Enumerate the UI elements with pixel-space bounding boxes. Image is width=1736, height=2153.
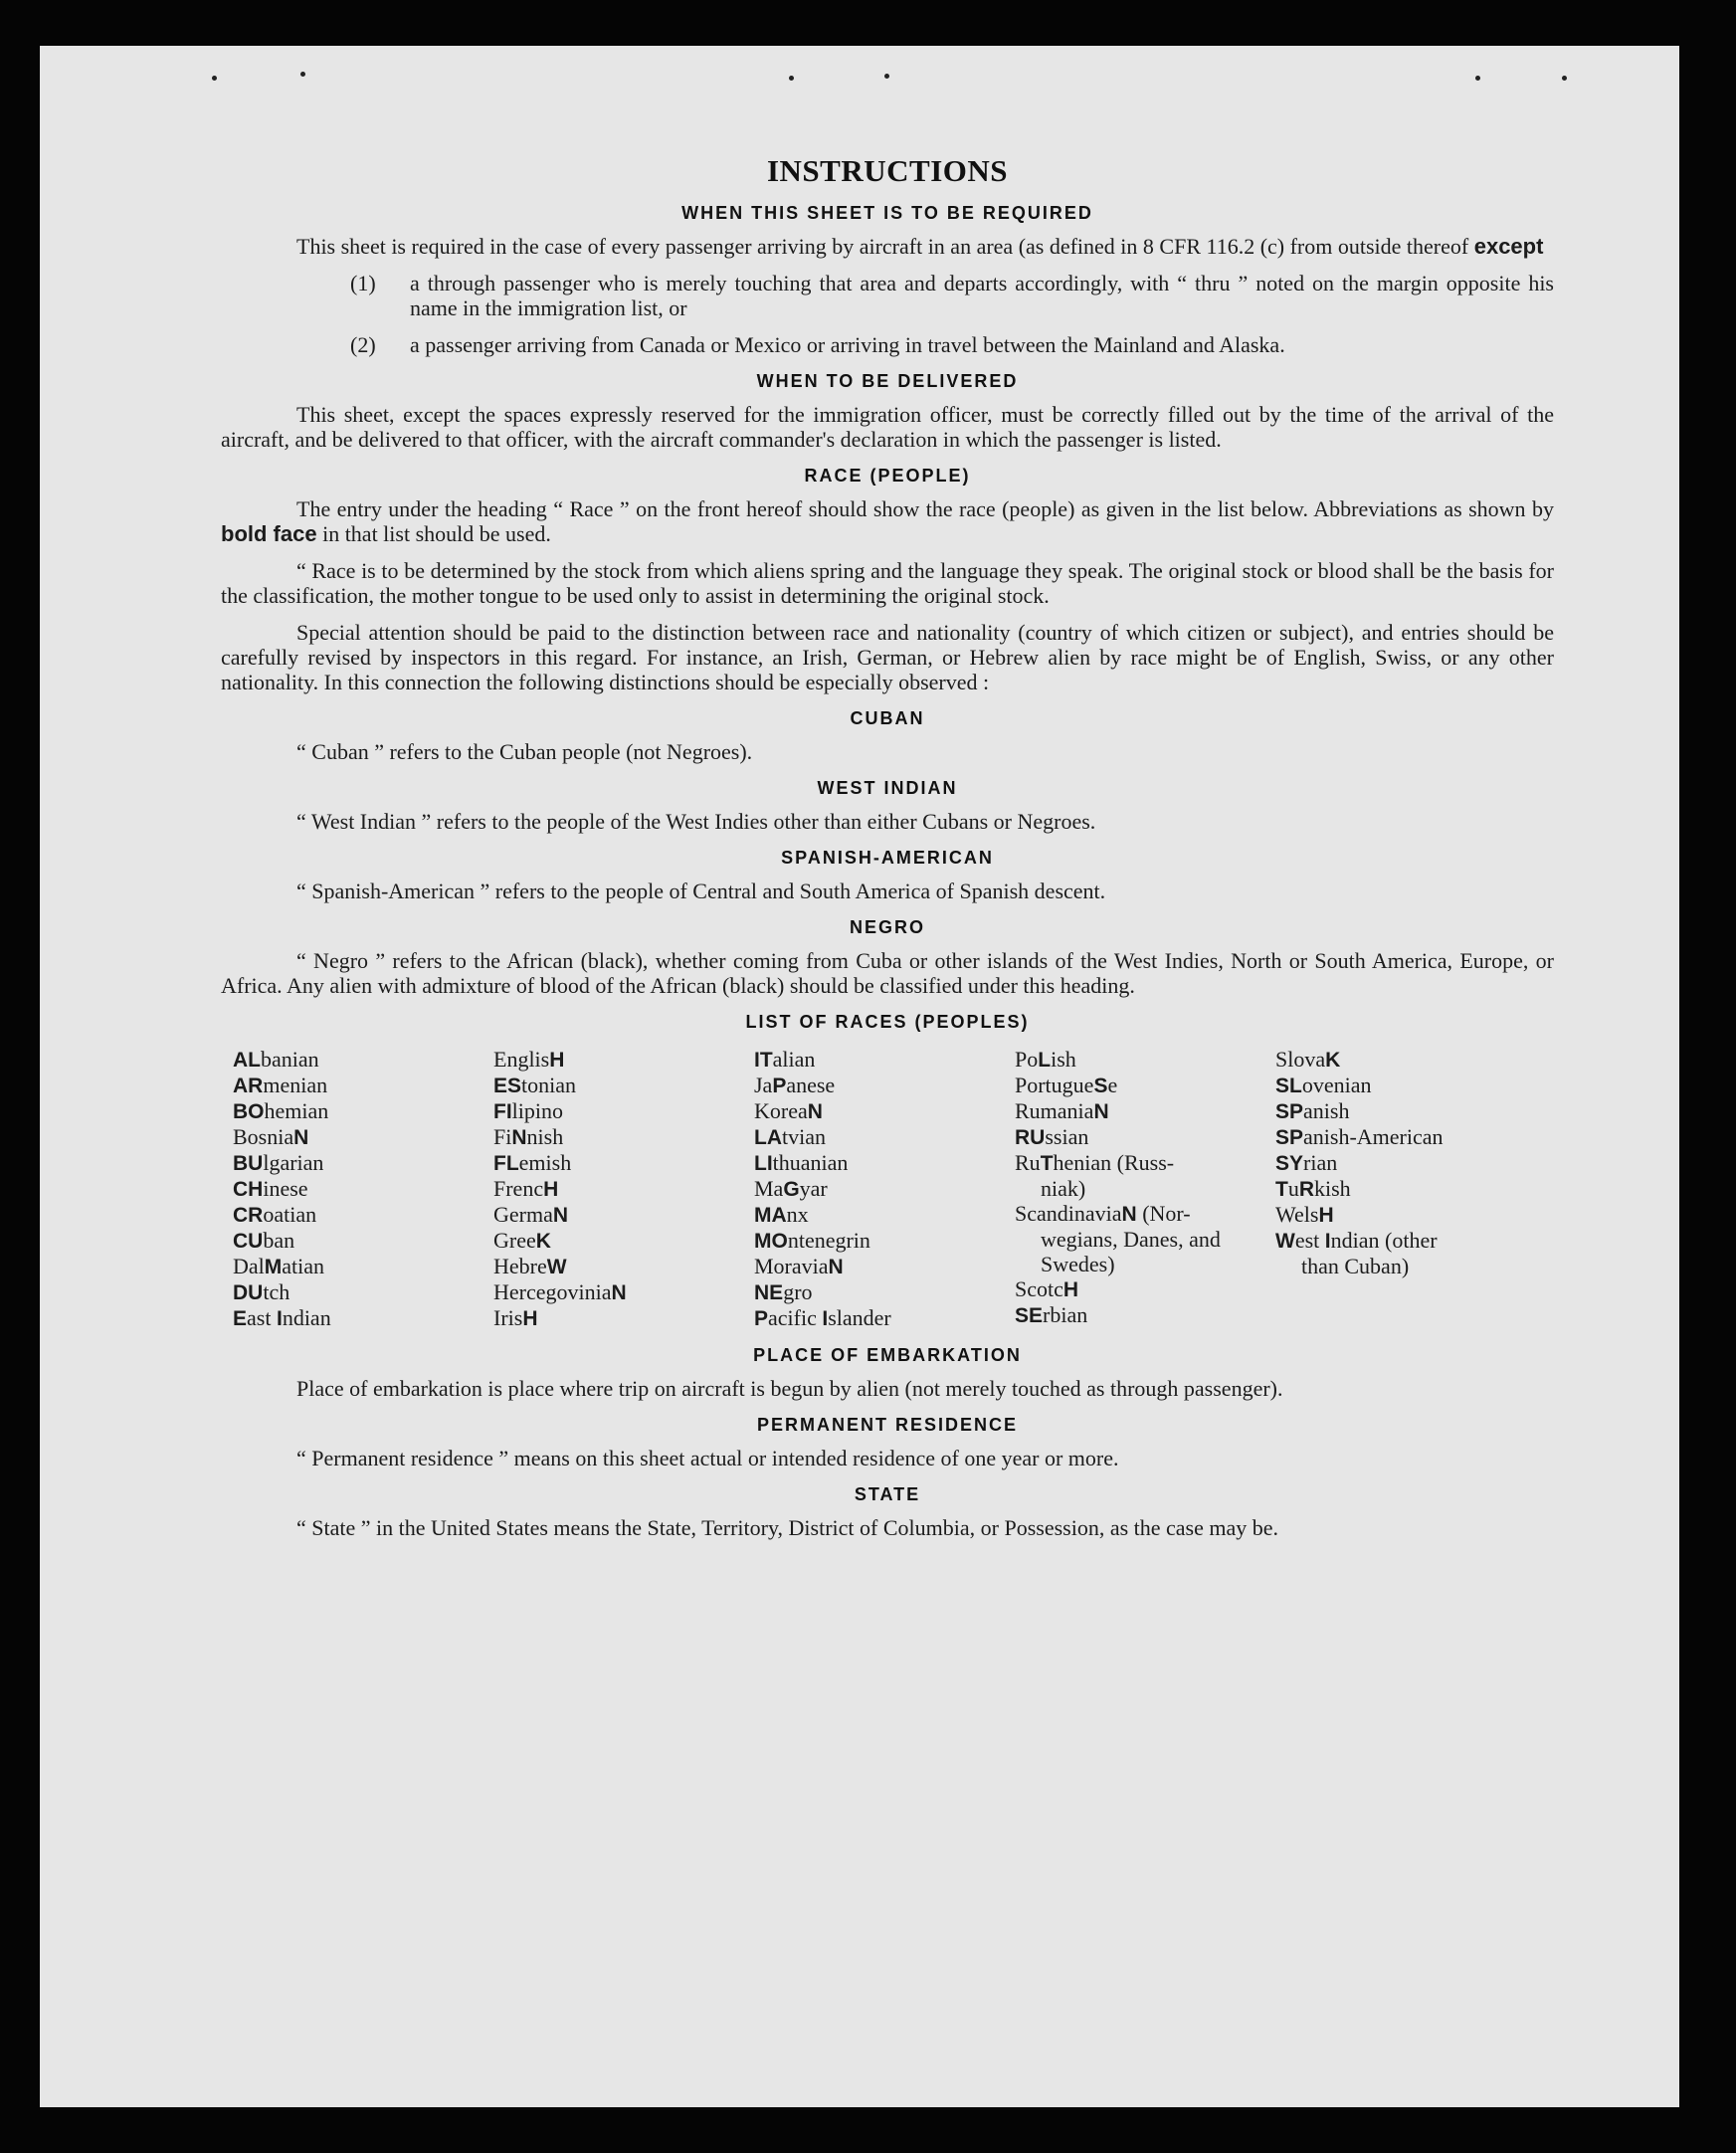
race-column — [493, 1047, 754, 1331]
race-entry: ScandinaviaN (Nor- — [1015, 1201, 1191, 1226]
race-entry: RUssian — [1015, 1124, 1089, 1149]
heading-race: RACE (PEOPLE) — [804, 466, 971, 486]
race-entry-continuation: than Cuban) — [1301, 1254, 1410, 1278]
heading-residence: PERMANENT RESIDENCE — [756, 1415, 1019, 1435]
race-column — [1275, 1047, 1536, 1331]
race-entry: IrisH — [493, 1305, 538, 1330]
heading-negro: NEGRO — [849, 917, 925, 937]
race-entry: LIthuanian — [754, 1150, 849, 1175]
race-entry-continuation: wegians, Danes, and Swedes) — [1041, 1227, 1221, 1276]
cuban-text: “ Cuban ” refers to the Cuban people (not Negroes). — [296, 739, 753, 764]
race-entry: ALbanian — [233, 1047, 319, 1072]
negro-text: “ Negro ” refers to the African (black), whether coming from Cuba or other islands of the West Indies, North or South America, Europe, or Africa. Any alien with admixture of blood of the African (black) should be classified under this heading. — [221, 948, 1554, 998]
race-entry: FIlipino — [493, 1098, 564, 1123]
race-entry: EnglisH — [493, 1047, 565, 1072]
race-entry: MaGyar — [754, 1176, 828, 1201]
delivered-text: This sheet, except the spaces expressly reserved for the immigration officer, must be correctly filled out by the time of the arrival of the aircraft, and be delivered to that officer, with the aircraft commander's declaration in which the passenger is listed. — [221, 402, 1554, 452]
heading-state: STATE — [854, 1484, 921, 1504]
race-entry: LAtvian — [754, 1124, 826, 1149]
race-paragraph-3: Special attention should be paid to the distinction between race and nationality (country of which citizen or subject), and entries should be carefully revised by inspectors in this regard. For instance, an Irish, German, or Hebrew alien by race might be of English, Swiss, or any other nationality. In this connection the following distinctions should be especially observed : — [221, 620, 1554, 694]
race-entry: GermaN — [493, 1202, 569, 1227]
race-paragraph-2: “ Race is to be determined by the stock from which aliens spring and the language they speak. The original stock or blood shall be the basis for the classification, the mother tongue to be used only to assist in determining the original stock. — [221, 558, 1554, 608]
race-entry: NEgro — [754, 1279, 813, 1304]
heading-west-indian: WEST INDIAN — [817, 778, 958, 798]
race-entry: TuRkish — [1275, 1176, 1351, 1201]
page-title: INSTRUCTIONS — [766, 153, 1008, 188]
race-entry: SLovenian — [1275, 1073, 1372, 1097]
race-entry: FLemish — [493, 1150, 572, 1175]
race-entry: CRoatian — [233, 1202, 317, 1227]
race-entry: WelsH — [1275, 1202, 1334, 1227]
race-entry: HebreW — [493, 1254, 567, 1278]
race-entry: DUtch — [233, 1279, 290, 1304]
race-column — [1015, 1047, 1275, 1331]
race-entry: PoLish — [1015, 1047, 1076, 1072]
race-column — [754, 1047, 1015, 1331]
race-entry: SErbian — [1015, 1302, 1088, 1327]
instructions-body — [221, 109, 1554, 1552]
race-column — [233, 1047, 493, 1331]
race-entry: East Indian — [233, 1305, 331, 1330]
residence-text: “ Permanent residence ” means on this sheet actual or intended residence of one year or more. — [296, 1446, 1119, 1470]
heading-required: WHEN THIS SHEET IS TO BE REQUIRED — [681, 203, 1093, 223]
race-entry: MoraviaN — [754, 1254, 844, 1278]
heading-cuban: CUBAN — [850, 708, 925, 728]
race-entry: Pacific Islander — [754, 1305, 891, 1330]
race-entry: CUban — [233, 1228, 295, 1253]
race-list — [233, 1047, 1554, 1331]
race-entry: MAnx — [754, 1202, 809, 1227]
race-entry: GreeK — [493, 1228, 551, 1253]
spanish-american-text: “ Spanish-American ” refers to the people of Central and South America of Spanish descent. — [296, 879, 1106, 903]
heading-race-list: LIST OF RACES (PEOPLES) — [745, 1012, 1030, 1032]
race-entry: West Indian (other — [1275, 1228, 1438, 1253]
required-item-1: (1) a through passenger who is merely touching that area and departs accordingly, with “ thru ” noted on the margin opposite his name in the immigration list, or — [350, 271, 1554, 320]
race-entry: DalMatian — [233, 1254, 325, 1278]
required-item-2: (2) a passenger arriving from Canada or Mexico or arriving in travel between the Mainland and Alaska. — [350, 332, 1285, 357]
race-entry: RuThenian (Russ- — [1015, 1150, 1175, 1175]
race-entry: FrencH — [493, 1176, 559, 1201]
race-entry: MOntenegrin — [754, 1228, 870, 1253]
race-entry: RumaniaN — [1015, 1098, 1109, 1123]
race-entry: KoreaN — [754, 1098, 823, 1123]
race-paragraph-1: The entry under the heading “ Race ” on the front hereof should show the race (people) as given in the list below. Abbreviations as shown by bold face in that list should be used. — [221, 496, 1554, 546]
race-entry: SlovaK — [1275, 1047, 1341, 1072]
required-intro: This sheet is required in the case of every passenger arriving by aircraft in an area (as defined in 8 CFR 116.2 (c) from outside thereof except — [296, 234, 1544, 259]
race-entry: SPanish-American — [1275, 1124, 1444, 1149]
race-entry: FiNnish — [493, 1124, 564, 1149]
race-entry: ITalian — [754, 1047, 816, 1072]
state-text: “ State ” in the United States means the State, Territory, District of Columbia, or Possession, as the case may be. — [296, 1515, 1279, 1540]
race-entry: CHinese — [233, 1176, 308, 1201]
race-entry: BOhemian — [233, 1098, 329, 1123]
race-entry: EStonian — [493, 1073, 577, 1097]
heading-embarkation: PLACE OF EMBARKATION — [753, 1345, 1022, 1365]
race-entry: HercegoviniaN — [493, 1279, 627, 1304]
embarkation-text: Place of embarkation is place where trip on aircraft is begun by alien (not merely touched as through passenger). — [296, 1376, 1283, 1401]
document-sheet — [40, 46, 1679, 2107]
race-entry: PortugueSe — [1015, 1073, 1118, 1097]
race-entry: ARmenian — [233, 1073, 328, 1097]
race-entry: SPanish — [1275, 1098, 1350, 1123]
heading-delivered: WHEN TO BE DELIVERED — [756, 371, 1019, 391]
race-entry: SYrian — [1275, 1150, 1338, 1175]
race-entry: JaPanese — [754, 1073, 836, 1097]
race-entry: BosniaN — [233, 1124, 309, 1149]
race-entry-continuation: niak) — [1041, 1176, 1086, 1201]
race-entry: BUlgarian — [233, 1150, 324, 1175]
race-entry: ScotcH — [1015, 1276, 1079, 1301]
west-indian-text: “ West Indian ” refers to the people of the West Indies other than either Cubans or Negroes. — [296, 809, 1096, 834]
heading-spanish-american: SPANISH-AMERICAN — [781, 848, 994, 868]
